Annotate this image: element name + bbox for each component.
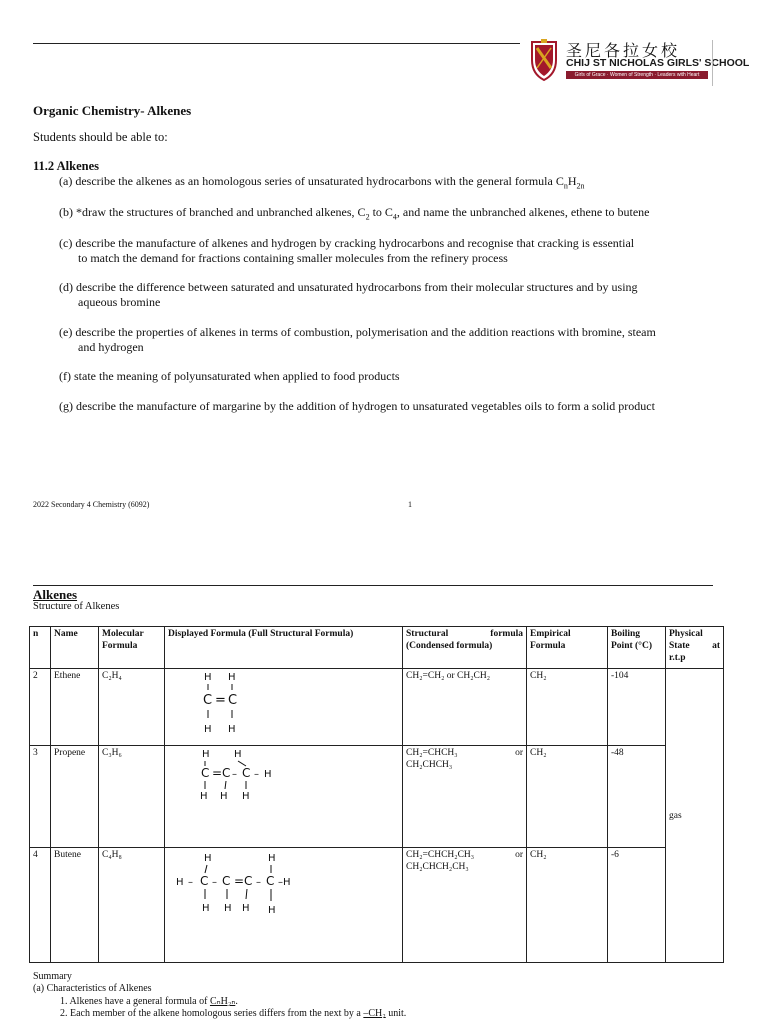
- cell-name: Butene: [51, 848, 99, 963]
- summary-title: Summary: [33, 971, 72, 982]
- cell-name: Propene: [51, 746, 99, 848]
- footer-course: 2022 Secondary 4 Chemistry (6092): [33, 500, 150, 509]
- col-boiling: Boiling Point (°C): [608, 627, 666, 669]
- table-row: [30, 746, 724, 848]
- col-n: n: [30, 627, 51, 669]
- school-crest-icon: [529, 38, 559, 82]
- svg-text:–: –: [232, 769, 237, 780]
- svg-text:H: H: [268, 905, 276, 916]
- svg-text:=: =: [215, 693, 226, 708]
- table-row: [30, 669, 724, 746]
- cell-boiling: -104: [608, 669, 666, 746]
- cell-molecular: C₃H₆: [99, 746, 165, 848]
- svg-text:H: H: [220, 791, 228, 802]
- table-header-row: [30, 627, 724, 669]
- cell-structural: CH₂=CHCH₃ or CH₂CHCH₃: [403, 746, 527, 848]
- objective-c: (c) describe the manufacture of alkenes and hydrogen by cracking hydrocarbons and recognise that cracking is essential to match the demand for fractions containing smaller molecules from the refinery process: [59, 236, 635, 265]
- col-name: Name: [51, 627, 99, 669]
- cell-n: 2: [30, 669, 51, 746]
- svg-text:H: H: [176, 877, 184, 888]
- cell-state: gas: [666, 669, 724, 963]
- ethene-structure-drawing: [198, 670, 278, 740]
- svg-text:H: H: [204, 853, 212, 864]
- svg-text:H: H: [242, 791, 250, 802]
- col-displayed: Displayed Formula (Full Structural Formula): [165, 627, 403, 669]
- svg-text:C: C: [222, 874, 231, 888]
- svg-text:–: –: [188, 877, 193, 888]
- svg-text:H: H: [224, 903, 232, 914]
- svg-text:H: H: [264, 769, 272, 780]
- cell-structural: CH₂=CHCH₂CH₃ or CH₂CHCH₂CH₃: [403, 848, 527, 963]
- structure-subheading: Structure of Alkenes: [33, 601, 120, 612]
- svg-text:H: H: [202, 903, 210, 914]
- cell-boiling: -48: [608, 746, 666, 848]
- svg-text:–: –: [254, 769, 259, 780]
- cell-displayed-propene: [165, 746, 403, 848]
- table-row: [30, 848, 724, 963]
- svg-text:C: C: [200, 874, 209, 888]
- cell-structural: CH₂=CH₂ or CH₂CH₂: [403, 669, 527, 746]
- svg-text:H: H: [228, 724, 236, 735]
- header-divider: [712, 40, 713, 86]
- cell-molecular: C₂H₄: [99, 669, 165, 746]
- svg-text:=: =: [234, 874, 245, 888]
- objective-b: (b) *draw the structures of branched and unbranched alkenes, $C_2$ to $C_4$, and name the unbranched alkenes, ethene to butene: [59, 205, 650, 222]
- section-heading: 11.2 Alkenes: [33, 159, 99, 173]
- svg-text:C: C: [242, 766, 251, 780]
- cell-molecular: C₄H₈: [99, 848, 165, 963]
- propene-structure-drawing: [198, 747, 308, 807]
- page-title: Organic Chemistry- Alkenes: [33, 103, 192, 118]
- col-structural: Structural formula (Condensed formula): [403, 627, 527, 669]
- svg-text:–H: –H: [278, 877, 291, 888]
- svg-text:C: C: [203, 693, 213, 708]
- header-rule: [33, 43, 520, 44]
- cell-n: 4: [30, 848, 51, 963]
- cell-displayed-ethene: [165, 669, 403, 746]
- svg-text:C: C: [222, 766, 231, 780]
- svg-text:H: H: [200, 791, 208, 802]
- objective-f: (f) state the meaning of polyunsaturated when applied to food products: [59, 369, 400, 383]
- alkenes-table: [29, 626, 724, 963]
- svg-text:C: C: [228, 693, 238, 708]
- cell-empirical: CH₂: [527, 848, 608, 963]
- col-empirical: Empirical Formula: [527, 627, 608, 669]
- objective-a: (a) describe the alkenes as an homologous series of unsaturated hydrocarbons with the general formula $C_nH_{2n}$: [59, 174, 585, 191]
- cell-boiling: -6: [608, 848, 666, 963]
- svg-text:H: H: [204, 724, 212, 735]
- summary-point-2: 2. Each member of the alkene homologous series differs from the next by a –CH₂ unit.: [60, 1008, 407, 1019]
- summary-item-a: (a) Characteristics of Alkenes: [33, 983, 152, 994]
- cell-empirical: CH₂: [527, 669, 608, 746]
- page-rule: [33, 585, 713, 586]
- school-motto: Girls of Grace · Women of Strength · Leaders with Heart: [566, 71, 708, 79]
- cell-empirical: CH₂: [527, 746, 608, 848]
- cell-name: Ethene: [51, 669, 99, 746]
- svg-text:C: C: [266, 874, 275, 888]
- intro-text: Students should be able to:: [33, 130, 168, 144]
- alkenes-heading: Alkenes: [33, 587, 78, 602]
- col-molecular: Molecular Formula: [99, 627, 165, 669]
- objective-e: (e) describe the properties of alkenes in terms of combustion, polymerisation and the addition reactions with bromine, steam and hydrogen: [59, 325, 656, 354]
- objective-d: (d) describe the difference between saturated and unsaturated hydrocarbons from their molecular structures and by using aqueous bromine: [59, 280, 638, 309]
- cell-displayed-butene: [165, 848, 403, 963]
- svg-text:H: H: [202, 749, 210, 760]
- svg-text:H: H: [204, 672, 212, 683]
- svg-text:C: C: [201, 766, 210, 780]
- svg-text:=: =: [212, 766, 223, 780]
- svg-text:H: H: [268, 853, 276, 864]
- col-state: Physical State at r.t.p: [666, 627, 724, 669]
- school-name-english: CHIJ ST NICHOLAS GIRLS' SCHOOL: [566, 57, 750, 69]
- svg-text:H: H: [234, 749, 242, 760]
- svg-text:–: –: [256, 877, 261, 888]
- objective-g: (g) describe the manufacture of margarine by the addition of hydrogen to unsaturated vegetables oils to form a solid product: [59, 399, 655, 413]
- svg-text:C: C: [244, 874, 253, 888]
- butene-structure-drawing: [174, 849, 314, 919]
- cell-n: 3: [30, 746, 51, 848]
- school-name-chinese: 圣尼各拉女校: [566, 41, 681, 60]
- summary-point-1: 1. Alkenes have a general formula of CₙH₂ₙ.: [60, 996, 238, 1007]
- svg-text:H: H: [228, 672, 236, 683]
- footer-page-number: 1: [408, 500, 412, 509]
- svg-text:–: –: [212, 877, 217, 888]
- svg-text:H: H: [242, 903, 250, 914]
